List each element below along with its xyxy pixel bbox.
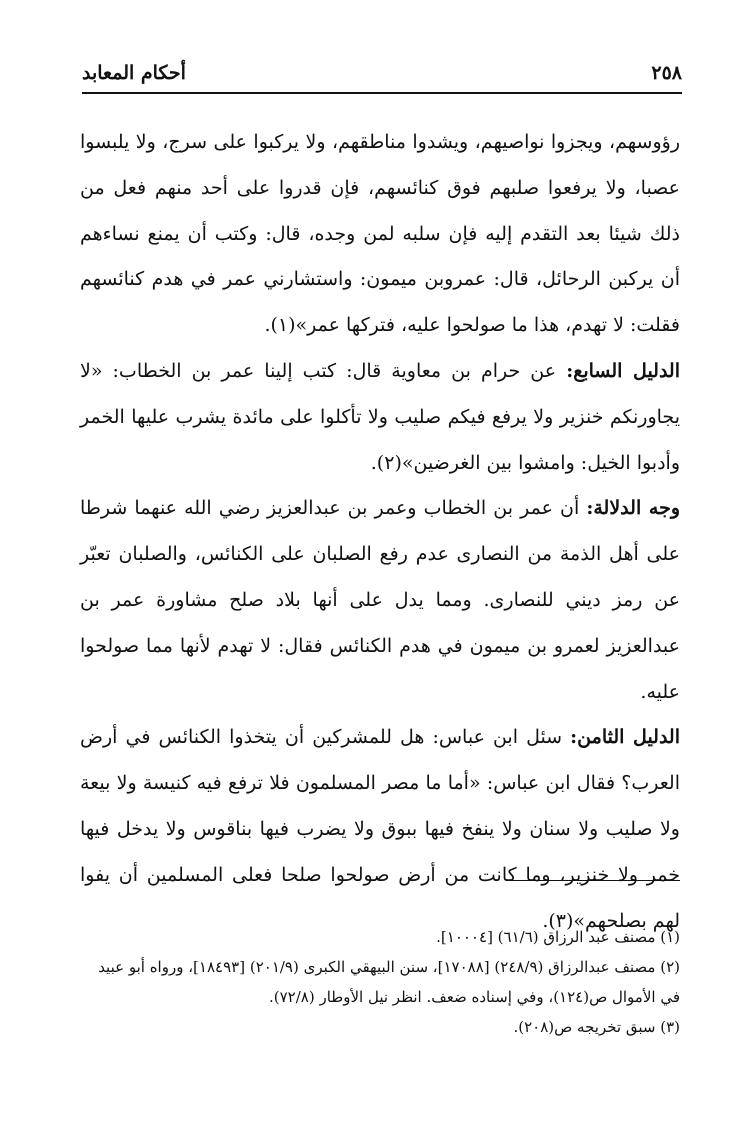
- paragraph-1: رؤوسهم، ويجزوا نواصيهم، ويشدوا مناطقهم، ولا يركبوا على سرج، ولا يلبسوا عصبا، ولا يرفعوا صلبهم فوق كنائسهم، فإن قدروا على أحد منهم فعل من ذلك شيئا بعد التقدم إليه فإن سلبه لمن وجده، قال: وكتب أن يمنع نساءهم أن يركبن الرحائل، قال: عمروبن ميمون: واستشارني عمر في هدم كنائسهم فقلت: لا تهدم، هذا ما صولحوا عليه، فتركها عمر»(١).: [80, 131, 680, 337]
- paragraph-3: [80, 486, 680, 715]
- evidence-7-text: عن حرام بن معاوية قال: كتب إلينا عمر بن الخطاب: «لا يجاورنكم خنزير ولا يرفع فيكم صليب ولا تأكلوا على مائدة يشرب عليها الخمر وأدبوا الخيل: وامشوا بين الغرضين»(٢).: [80, 359, 680, 474]
- running-header: [82, 58, 682, 94]
- evidence-8-text: سئل ابن عباس: هل للمشركين أن يتخذوا الكنائس في أرض العرب؟ فقال ابن عباس: «أما ما مصر المسلمون فلا ترفع فيه كنيسة ولا بيعة ولا صليب ولا سنان ولا ينفخ فيها ببوق ولا يضرب فيها بناقوس ولا يدخل فيها خمر ولا خنزير، وما كانت من أرض صولحوا صلحا فعلى المسلمين أن يفوا لهم بصلحهم»(٣).: [80, 726, 680, 932]
- footnote-separator: [510, 880, 680, 881]
- footnote-2: (٢) مصنف عبدالرزاق (٢٤٨/٩) [١٧٠٨٨]، سنن البيهقي الكبرى (٢٠١/٩) [١٨٤٩٣]، ورواه أبو عبيد في الأموال ص(١٢٤)، وفي إسناده ضعف. انظر نيل الأوطار (٧٢/٨).: [98, 958, 680, 1006]
- inference-text: أن عمر بن الخطاب وعمر بن عبدالعزيز رضي الله عنهما شرطا على أهل الذمة من النصارى عدم رفع الصلبان على الكنائس، والصلبان تعبّر عن رمز ديني للنصارى. ومما يدل على أنها بلاد صلح مشاورة عمر بن عبدالعزيز لعمرو بن ميمون في هدم الكنائس فقال: لا تهدم لأنها مما صولحوا عليه.: [80, 497, 680, 703]
- evidence-8-label: الدليل الثامن:: [570, 726, 681, 749]
- inference-label: وجه الدلالة:: [586, 497, 681, 520]
- main-text: [80, 120, 680, 944]
- paragraph-2: [80, 349, 680, 486]
- footnote-3: (٣) سبق تخريجه ص(٢٠٨).: [513, 1018, 680, 1036]
- footnotes: [80, 922, 680, 1042]
- evidence-7-label: الدليل السابع:: [566, 359, 681, 382]
- paragraph-4: [80, 715, 680, 944]
- footnote-1: (١) مصنف عبد الرزاق (٦١/٦) [١٠٠٠٤].: [436, 928, 680, 946]
- page-number: ٢٥٨: [651, 62, 682, 84]
- running-title: أحكام المعابد: [82, 62, 186, 84]
